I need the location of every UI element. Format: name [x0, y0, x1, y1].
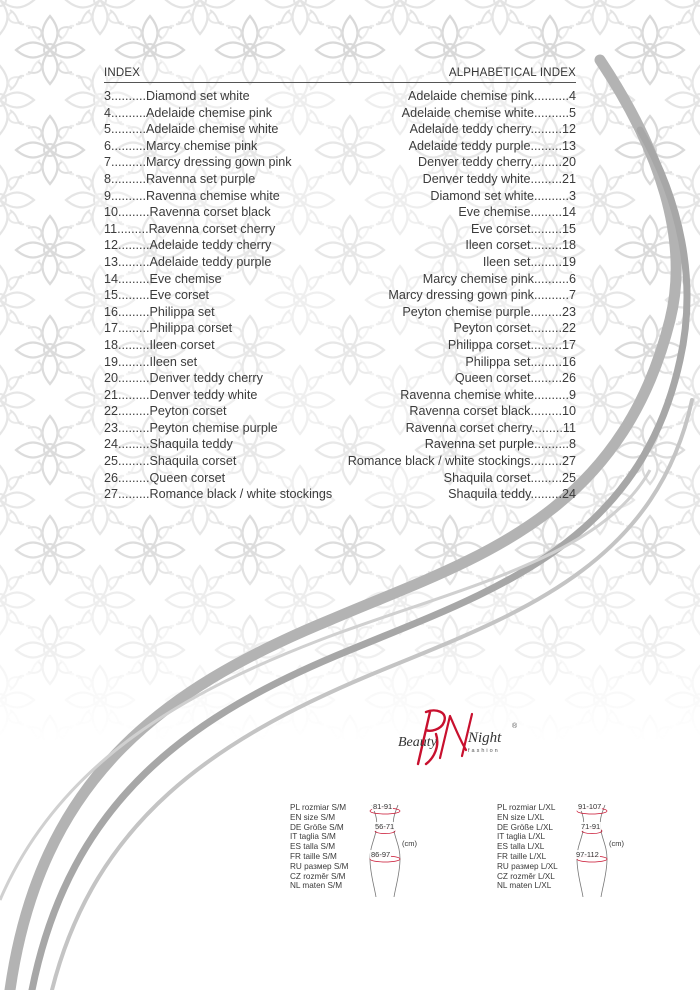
list-item: Ileen corset.........18 — [465, 238, 576, 253]
list-item: 17.........Philippa corset — [104, 321, 233, 336]
list-item: Adelaide chemise white..........5 — [401, 105, 576, 120]
list-item: Ravenna corset black.........10 — [409, 404, 576, 419]
bust-measure: 81-91 — [373, 802, 393, 811]
size-label: FR taille S/M — [290, 851, 337, 861]
list-item: Eve chemise.........14 — [458, 205, 576, 220]
list-item: Shaquila teddy.........24 — [448, 487, 576, 502]
size-chart-s-m — [290, 802, 417, 891]
list-item: 5..........Adelaide chemise white — [104, 122, 279, 137]
list-item: Ravenna set purple..........8 — [424, 437, 576, 452]
list-item: 6..........Marcy chemise pink — [104, 138, 258, 153]
header-divider — [104, 82, 576, 83]
size-label: PL rozmiar S/M — [290, 803, 347, 812]
waist-measure: 71-91 — [581, 822, 601, 831]
list-item: 22.........Peyton corset — [104, 404, 227, 419]
list-item: 7..........Marcy dressing gown pink — [104, 155, 292, 170]
list-item: 13.........Adelaide teddy purple — [104, 254, 272, 269]
size-label: IT taglia L/XL — [497, 832, 546, 842]
list-item: 20.........Denver teddy cherry — [104, 371, 263, 386]
size-label: RU размер L/XL — [497, 861, 558, 871]
size-label: ES talla L/XL — [497, 842, 545, 852]
size-chart-l-xl — [497, 802, 624, 891]
list-item: Eve corset.........15 — [470, 221, 576, 236]
registered-mark: ® — [512, 723, 518, 730]
list-item: 11.........Ravenna corset cherry — [104, 221, 276, 236]
list-item: 19.........Ileen set — [104, 354, 198, 369]
list-item: Peyton corset.........22 — [453, 321, 576, 336]
logo-subtitle: fashion — [468, 748, 500, 754]
size-label: CZ rozměr S/M — [290, 871, 346, 881]
logo-text-beauty: Beauty — [398, 735, 437, 750]
unit-label: (cm) — [609, 839, 624, 848]
list-item: Romance black / white stockings.........27 — [347, 454, 576, 469]
logo-text-night: Night — [468, 730, 502, 746]
list-item: Adelaide teddy purple.........13 — [408, 138, 576, 153]
list-item: 24.........Shaquila teddy — [104, 437, 233, 452]
index-title: INDEX — [104, 67, 141, 79]
list-item: Denver teddy cherry.........20 — [418, 155, 576, 170]
list-item: Denver teddy white.........21 — [422, 171, 576, 186]
list-item: Philippa corset.........17 — [447, 337, 576, 352]
bust-measure: 91-107 — [578, 802, 602, 811]
size-label: DE Größe S/M — [290, 822, 344, 832]
hips-measure: 86-97 — [371, 850, 391, 859]
size-label: RU размер S/M — [290, 861, 349, 871]
list-item: 18.........Ileen corset — [104, 337, 215, 352]
list-item: Peyton chemise purple.........23 — [402, 304, 576, 319]
size-label: ES talla S/M — [290, 842, 336, 852]
list-item: 9..........Ravenna chemise white — [104, 188, 280, 203]
brand-logo — [396, 706, 526, 772]
unit-label: (cm) — [402, 839, 417, 848]
list-item: Ravenna corset cherry.........11 — [405, 420, 576, 435]
size-label: DE Größe L/XL — [497, 822, 553, 832]
alphabetical-index-list — [348, 88, 576, 503]
list-item: 23.........Peyton chemise purple — [104, 420, 278, 435]
list-item: Ileen set.........19 — [482, 254, 576, 269]
alphabetical-index-title: ALPHABETICAL INDEX — [448, 67, 576, 79]
list-item: 26.........Queen corset — [104, 470, 226, 485]
size-label: NL maten L/XL — [497, 881, 552, 891]
list-item: 8..........Ravenna set purple — [104, 171, 256, 186]
size-label: IT taglia S/M — [290, 832, 336, 842]
size-label: PL rozmiar L/XL — [497, 803, 556, 812]
list-item: 12.........Adelaide teddy cherry — [104, 238, 272, 253]
list-item: Ravenna chemise white..........9 — [400, 387, 576, 402]
list-item: 16.........Philippa set — [104, 304, 215, 319]
list-item: 15.........Eve corset — [104, 288, 210, 303]
waist-measure: 56-71 — [375, 822, 395, 831]
list-item: 27.........Romance black / white stockings — [104, 487, 333, 502]
index-list — [104, 88, 332, 503]
list-item: Marcy chemise pink..........6 — [422, 271, 576, 286]
list-item: Adelaide chemise pink..........4 — [407, 89, 576, 103]
body-figure-icon — [571, 801, 641, 897]
body-figure-icon — [364, 801, 434, 897]
list-item: 14.........Eve chemise — [104, 271, 222, 286]
size-label: FR taille L/XL — [497, 851, 547, 861]
list-item: 21.........Denver teddy white — [104, 387, 258, 402]
list-item: 3..........Diamond set white — [104, 89, 250, 103]
list-item: Queen corset.........26 — [454, 371, 576, 386]
size-label: NL maten S/M — [290, 881, 343, 891]
hips-measure: 97-112 — [576, 850, 599, 859]
list-item: Diamond set white..........3 — [430, 188, 576, 203]
size-label: EN size S/M — [290, 812, 336, 822]
list-item: 25.........Shaquila corset — [104, 454, 237, 469]
list-item: Shaquila corset.........25 — [443, 470, 576, 485]
list-item: Philippa set.........16 — [465, 354, 576, 369]
size-label: CZ rozměr L/XL — [497, 871, 555, 881]
list-item: Adelaide teddy cherry.........12 — [409, 122, 576, 137]
list-item: 4..........Adelaide chemise pink — [104, 105, 273, 120]
list-item: 10.........Ravenna corset black — [104, 205, 271, 220]
list-item: Marcy dressing gown pink..........7 — [388, 288, 576, 303]
size-label: EN size L/XL — [497, 812, 545, 822]
